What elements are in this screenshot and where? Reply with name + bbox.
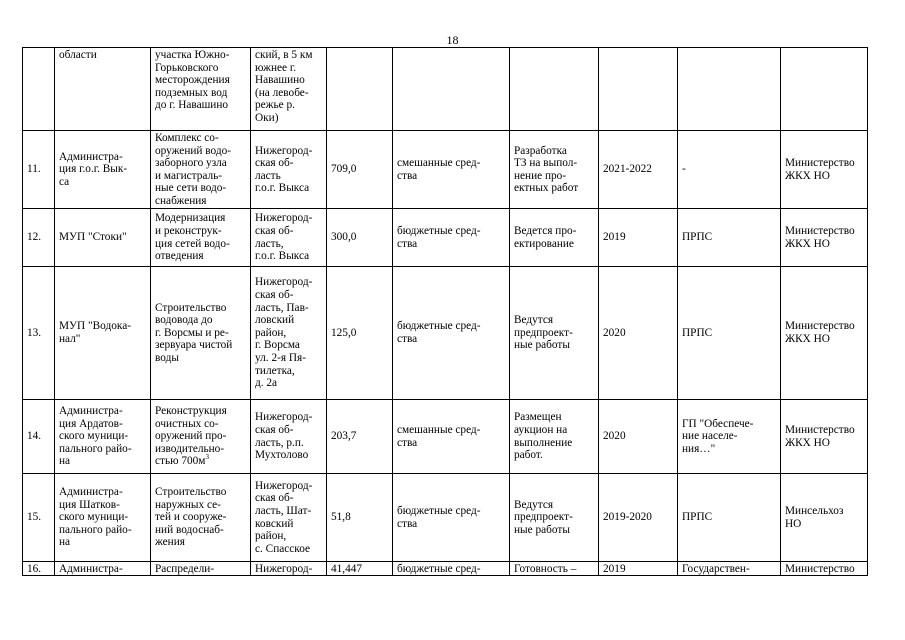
cell-text-ministry: Министерство ЖКХ НО	[785, 423, 855, 449]
cell-text-program: ПРПС	[682, 326, 713, 339]
cell-text-cost: 203,7	[331, 430, 357, 443]
cell-org	[55, 266, 151, 399]
cell-text-program: -	[682, 163, 686, 176]
cell-text-period: 2019	[603, 562, 626, 575]
cell-program	[678, 473, 781, 561]
cell-source	[393, 48, 510, 131]
cell-num	[23, 266, 55, 399]
cell-text-source: бюджетные сред- ства	[397, 224, 481, 250]
cell-period	[599, 48, 678, 131]
cell-text-org: МУП "Стоки"	[59, 231, 127, 244]
cell-text-org: Администра- ция Ардатов- ского муници- пального райо- на	[59, 405, 132, 468]
cell-org	[55, 208, 151, 266]
cell-text-location: Нижегород- ская об- ласть г.о.г. Выкса	[255, 144, 313, 195]
cell-cost	[327, 48, 393, 131]
cell-text-org: Администра-	[59, 562, 123, 575]
table-row	[23, 266, 868, 399]
cell-org	[55, 131, 151, 209]
cell-text-object: Распредели-	[155, 562, 215, 575]
table-row	[23, 399, 868, 473]
cell-cost	[327, 266, 393, 399]
cell-num	[23, 208, 55, 266]
cell-period	[599, 266, 678, 399]
cell-location	[251, 131, 327, 209]
cell-object	[151, 131, 251, 209]
cell-text-status: Размещен аукцион на выполнение работ.	[514, 411, 573, 462]
cell-cost	[327, 208, 393, 266]
cell-org	[55, 473, 151, 561]
cell-text-cost: 709,0	[331, 163, 357, 176]
cell-text-ministry: Министерство ЖКХ НО	[785, 224, 855, 250]
cell-ministry	[781, 208, 868, 266]
cell-text-org: МУП "Водока- нал"	[59, 320, 131, 346]
cell-text-num: 12.	[27, 231, 42, 244]
cell-ministry	[781, 399, 868, 473]
cell-location	[251, 561, 327, 576]
cell-period	[599, 561, 678, 576]
cell-object	[151, 48, 251, 131]
cell-num	[23, 131, 55, 209]
cell-num	[23, 399, 55, 473]
cell-text-org: области	[59, 49, 97, 61]
cell-text-status: Разработка ТЗ на выпол- нение про- ектных работ	[514, 144, 579, 195]
cell-status	[510, 208, 599, 266]
cell-text-cost: 51,8	[331, 511, 351, 524]
cell-cost	[327, 473, 393, 561]
cell-program	[678, 48, 781, 131]
cell-period	[599, 131, 678, 209]
cell-ministry	[781, 131, 868, 209]
cell-text-program: ПРПС	[682, 231, 713, 244]
cell-object	[151, 561, 251, 576]
cell-text-org: Администра- ция Шатков- ского муници- пального райо- на	[59, 486, 132, 549]
cell-source	[393, 473, 510, 561]
cell-text-object: участка Южно- Горьковского месторождения подземных вод до г. Навашино	[155, 49, 230, 112]
cell-text-location: Нижегород- ская об- ласть, Шат- ковский район, с. Спасское	[255, 479, 313, 555]
cell-status	[510, 131, 599, 209]
cell-text-num: 14.	[27, 430, 42, 443]
cell-text-status: Ведутся предпроект- ные работы	[514, 498, 573, 536]
cell-status	[510, 266, 599, 399]
cell-source	[393, 266, 510, 399]
cell-program	[678, 131, 781, 209]
cell-period	[599, 399, 678, 473]
cell-num	[23, 473, 55, 561]
cell-ministry	[781, 473, 868, 561]
cell-text-source: смешанные сред- ства	[397, 157, 481, 182]
cell-ministry	[781, 48, 868, 131]
cell-text-ministry: Министерство ЖКХ НО	[785, 157, 855, 182]
cell-text-status: Ведется про- ектирование	[514, 224, 577, 250]
cell-text-object: Модернизация и реконструк- ция сетей водо- отведения	[155, 212, 230, 263]
cell-text-ministry: Министерство ЖКХ НО	[785, 320, 855, 346]
cell-text-program: ГП "Обеспече- ние населе- ния…"	[682, 417, 754, 455]
cell-location	[251, 208, 327, 266]
cell-status	[510, 399, 599, 473]
cell-period	[599, 473, 678, 561]
cell-cost	[327, 131, 393, 209]
cell-source	[393, 399, 510, 473]
cell-text-period: 2019	[603, 231, 626, 244]
cell-location	[251, 48, 327, 131]
cell-program	[678, 561, 781, 576]
table-row	[23, 208, 868, 266]
cell-text-location: Нижегород- ская об- ласть, Пав- ловский район, г. Ворсма ул. 2-я Пя- тилетка, д. 2а	[255, 276, 313, 390]
cell-source	[393, 131, 510, 209]
superscript-unit: 3	[205, 453, 209, 462]
cell-text-num: 13.	[27, 326, 42, 339]
cell-status	[510, 561, 599, 576]
cell-cost	[327, 561, 393, 576]
cell-program	[678, 266, 781, 399]
cell-text-program: Государствен-	[682, 562, 750, 575]
cell-ministry	[781, 266, 868, 399]
cell-text-object: Строительство водовода до г. Ворсмы и ре- зервуара чистой воды	[155, 301, 233, 364]
cell-object	[151, 399, 251, 473]
cell-text-location: ский, в 5 км южнее г. Навашино (на левобе- режье р. Оки)	[255, 49, 313, 124]
cell-text-period: 2020	[603, 326, 626, 339]
cell-source	[393, 561, 510, 576]
cell-num	[23, 561, 55, 576]
cell-cost	[327, 399, 393, 473]
cell-text-ministry: Минсельхоз НО	[785, 504, 844, 530]
cell-text-object: Строительство наружных се- тей и сооруже- ний водоснаб- жения	[155, 486, 227, 549]
cell-location	[251, 266, 327, 399]
table-row	[23, 473, 868, 561]
cell-text-num: 16.	[27, 562, 42, 575]
cell-text-object: Комплекс со- оружений водо- заборного узла и магистраль- ные сети водо- снабжения	[155, 132, 232, 207]
table-row	[23, 561, 868, 576]
cell-object	[151, 208, 251, 266]
cell-text-org: Администра- ция г.о.г. Вык- са	[59, 150, 128, 189]
cell-period	[599, 208, 678, 266]
cell-program	[678, 208, 781, 266]
cell-text-program: ПРПС	[682, 511, 713, 524]
cell-text-period: 2020	[603, 430, 626, 443]
page-number: 18	[446, 33, 459, 47]
cell-text-num: 15.	[27, 511, 42, 524]
cell-object	[151, 266, 251, 399]
table-body	[23, 48, 868, 576]
cell-text-location: Нижегород- ская об- ласть, г.о.г. Выкса	[255, 212, 313, 263]
cell-ministry	[781, 561, 868, 576]
table-row	[23, 131, 868, 209]
cell-text-period: 2019-2020	[603, 511, 652, 524]
cell-text-cost: 41,447	[331, 562, 363, 575]
cell-org	[55, 561, 151, 576]
cell-text-ministry: Министерство	[785, 562, 855, 575]
cell-text-location: Нижегород- ская об- ласть, р.п. Мухтолово	[255, 411, 313, 462]
cell-text-object: Реконструкция очистных со- оружений про- изводительно- стью 700м	[155, 405, 227, 468]
cell-text-source: смешанные сред- ства	[397, 423, 481, 449]
cell-status	[510, 48, 599, 131]
cell-text-cost: 300,0	[331, 231, 357, 244]
projects-table	[22, 47, 868, 576]
cell-text-source: бюджетные сред-	[397, 562, 481, 575]
cell-text-cost: 125,0	[331, 326, 357, 339]
cell-status	[510, 473, 599, 561]
cell-object	[151, 473, 251, 561]
cell-location	[251, 473, 327, 561]
cell-org	[55, 48, 151, 131]
cell-text-location: Нижегород-	[255, 562, 313, 575]
cell-text-status: Готовность –	[514, 562, 577, 575]
table-row	[23, 48, 868, 131]
cell-text-source: бюджетные сред- ства	[397, 504, 481, 530]
cell-text-status: Ведутся предпроект- ные работы	[514, 314, 573, 352]
cell-num	[23, 48, 55, 131]
cell-program	[678, 399, 781, 473]
cell-text-source: бюджетные сред- ства	[397, 320, 481, 346]
cell-text-num: 11.	[27, 163, 41, 176]
cell-org	[55, 399, 151, 473]
cell-text-period: 2021-2022	[603, 163, 652, 176]
cell-source	[393, 208, 510, 266]
cell-location	[251, 399, 327, 473]
